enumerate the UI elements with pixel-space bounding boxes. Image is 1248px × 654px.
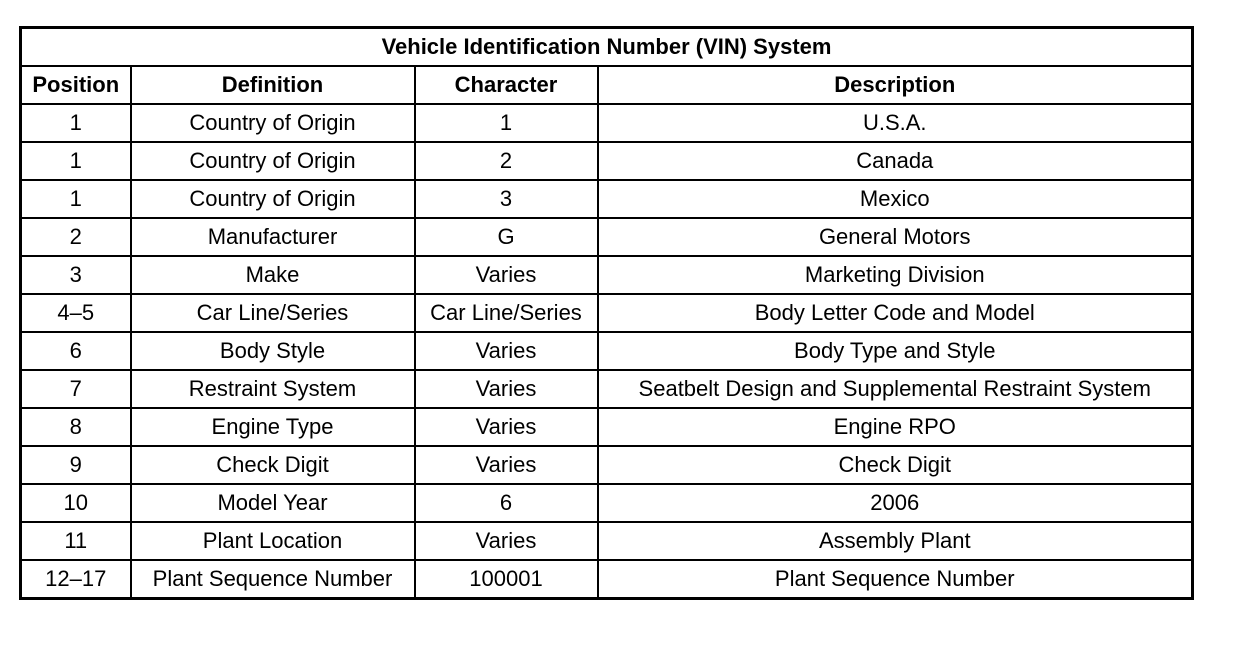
table-title: Vehicle Identification Number (VIN) System	[21, 28, 1193, 67]
header-position: Position	[21, 66, 131, 104]
cell-definition: Plant Location	[131, 522, 415, 560]
cell-description: Assembly Plant	[598, 522, 1193, 560]
table-row	[21, 446, 1193, 484]
cell-position: 9	[21, 446, 131, 484]
cell-definition: Car Line/Series	[131, 294, 415, 332]
title-row	[21, 28, 1193, 67]
cell-description: Seatbelt Design and Supplemental Restraint System	[598, 370, 1193, 408]
cell-description: U.S.A.	[598, 104, 1193, 142]
cell-character: Car Line/Series	[415, 294, 598, 332]
header-row	[21, 66, 1193, 104]
vin-table	[19, 26, 1194, 600]
cell-position: 1	[21, 142, 131, 180]
cell-character: Varies	[415, 408, 598, 446]
cell-description: Mexico	[598, 180, 1193, 218]
table-row	[21, 294, 1193, 332]
cell-position: 11	[21, 522, 131, 560]
table-row	[21, 560, 1193, 599]
cell-character: Varies	[415, 522, 598, 560]
cell-description: Body Letter Code and Model	[598, 294, 1193, 332]
cell-position: 2	[21, 218, 131, 256]
cell-definition: Restraint System	[131, 370, 415, 408]
cell-character: G	[415, 218, 598, 256]
cell-description: Engine RPO	[598, 408, 1193, 446]
cell-definition: Country of Origin	[131, 104, 415, 142]
cell-description: General Motors	[598, 218, 1193, 256]
cell-description: Plant Sequence Number	[598, 560, 1193, 599]
cell-definition: Manufacturer	[131, 218, 415, 256]
header-definition: Definition	[131, 66, 415, 104]
cell-position: 6	[21, 332, 131, 370]
cell-position: 1	[21, 180, 131, 218]
cell-definition: Check Digit	[131, 446, 415, 484]
cell-position: 3	[21, 256, 131, 294]
table-row	[21, 256, 1193, 294]
cell-character: 2	[415, 142, 598, 180]
cell-position: 7	[21, 370, 131, 408]
table-row	[21, 104, 1193, 142]
table-body	[21, 104, 1193, 599]
table-row	[21, 522, 1193, 560]
cell-character: 3	[415, 180, 598, 218]
cell-character: Varies	[415, 446, 598, 484]
cell-character: 1	[415, 104, 598, 142]
cell-position: 8	[21, 408, 131, 446]
header-description: Description	[598, 66, 1193, 104]
table-row	[21, 332, 1193, 370]
table-row	[21, 218, 1193, 256]
header-character: Character	[415, 66, 598, 104]
cell-description: 2006	[598, 484, 1193, 522]
cell-definition: Body Style	[131, 332, 415, 370]
table-row	[21, 370, 1193, 408]
cell-definition: Model Year	[131, 484, 415, 522]
cell-position: 10	[21, 484, 131, 522]
cell-position: 1	[21, 104, 131, 142]
cell-character: 100001	[415, 560, 598, 599]
cell-description: Marketing Division	[598, 256, 1193, 294]
cell-position: 4–5	[21, 294, 131, 332]
cell-position: 12–17	[21, 560, 131, 599]
cell-definition: Country of Origin	[131, 142, 415, 180]
cell-description: Check Digit	[598, 446, 1193, 484]
cell-definition: Engine Type	[131, 408, 415, 446]
cell-character: Varies	[415, 370, 598, 408]
cell-character: 6	[415, 484, 598, 522]
table-row	[21, 180, 1193, 218]
cell-description: Canada	[598, 142, 1193, 180]
cell-description: Body Type and Style	[598, 332, 1193, 370]
cell-character: Varies	[415, 332, 598, 370]
cell-definition: Make	[131, 256, 415, 294]
table-row	[21, 408, 1193, 446]
table-row	[21, 484, 1193, 522]
table-row	[21, 142, 1193, 180]
cell-definition: Plant Sequence Number	[131, 560, 415, 599]
cell-character: Varies	[415, 256, 598, 294]
cell-definition: Country of Origin	[131, 180, 415, 218]
